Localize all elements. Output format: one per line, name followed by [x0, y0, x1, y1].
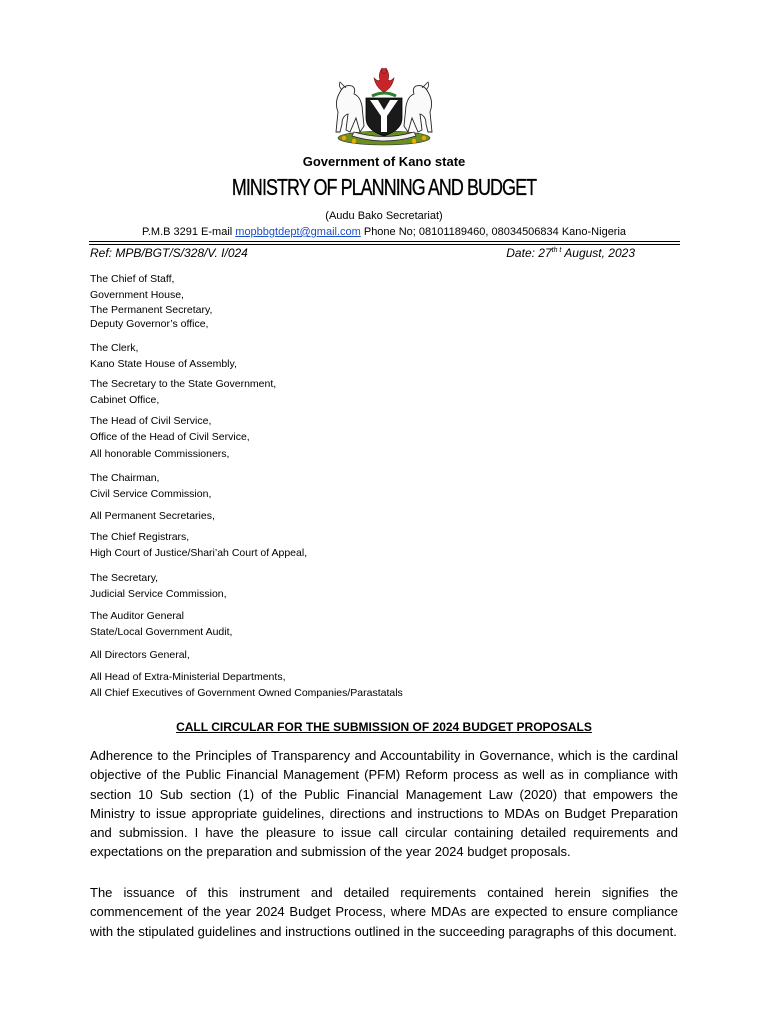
- addressee-line: The Permanent Secretary,: [90, 304, 213, 316]
- addressee-line: The Clerk,: [90, 342, 139, 354]
- addressee-line: High Court of Justice/Shari’ah Court of Appeal,: [90, 546, 308, 559]
- addressee-block: [90, 530, 307, 561]
- addressee-block: [90, 414, 250, 463]
- ministry-title: MINISTRY OF PLANNING AND BUDGET: [231, 174, 537, 200]
- addressee-block: [90, 648, 190, 664]
- contact-suffix: Phone No; 08101189460, 08034506834 Kano-Nigeria: [360, 226, 627, 238]
- government-title: Government of Kano state: [302, 154, 466, 169]
- addressee-line: The Chief Registrars,: [90, 531, 190, 543]
- date-prefix: Date: 27: [506, 246, 552, 260]
- addressee-line: Deputy Governor’s office,: [90, 317, 209, 330]
- addressee-block: [90, 571, 227, 602]
- addressee-line: Government House,: [90, 288, 184, 301]
- letterhead-divider: [89, 241, 680, 242]
- addressee-line: The Chief of Staff,: [90, 273, 175, 285]
- addressee-line: The Auditor General: [90, 610, 184, 622]
- addressee-line: All Chief Executives of Government Owned Companies/Parastatals: [90, 686, 403, 699]
- secretariat-subtitle: (Audu Bako Secretariat): [325, 210, 443, 222]
- addressee-line: Judicial Service Commission,: [90, 587, 227, 600]
- email-link[interactable]: mopbbgtdept@gmail.com: [235, 226, 361, 238]
- addressee-line: The Secretary to the State Government,: [90, 378, 277, 390]
- addressee-line: State/Local Government Audit,: [90, 625, 233, 638]
- addressee-block: [90, 670, 403, 701]
- addressee-block: [90, 341, 237, 372]
- date-suffix: August, 2023: [561, 246, 635, 260]
- addressee-line: All honorable Commissioners,: [90, 448, 230, 460]
- body-paragraph-2: The issuance of this instrument and detailed requirements contained herein signifies the commencement of the year 2024 Budget Process, where MDAs are expected to ensure compliance with the stipulated guidelines and instructions outlined in the succeeding paragraphs of this document.: [90, 885, 678, 939]
- letter-date: [506, 246, 635, 260]
- addressee-block: [90, 471, 211, 502]
- addressee-line: The Head of Civil Service,: [90, 415, 212, 427]
- addressee-line: The Secretary,: [90, 572, 159, 584]
- reference-number: Ref: MPB/BGT/S/328/V. I/024: [90, 246, 248, 260]
- letterhead-divider-secondary: [89, 244, 680, 245]
- addressee-block: [90, 609, 232, 640]
- addressee-line: Kano State House of Assembly,: [90, 357, 237, 370]
- coat-of-arms-icon: [322, 62, 446, 148]
- contact-line: [0, 226, 768, 238]
- body-paragraph-1: Adherence to the Principles of Transparency and Accountability in Governance, which is the cardinal objective of the Public Financial Management (PFM) Reform process as well as in compliance with section 10 Sub section (1) of the Public Financial Management Law (2020) that empowers the Ministry to issue appropriate guidelines, directions and instructions to MDAs on Budget Preparation and submission. I have the pleasure to issue call circular containing detailed requirements and expectations on the preparation and submission of the year 2024 budget proposals.: [90, 748, 678, 860]
- addressee-line: Civil Service Commission,: [90, 487, 212, 500]
- contact-prefix: P.M.B 3291 E-mail: [141, 226, 236, 238]
- addressee-line: All Head of Extra-Ministerial Departments,: [90, 671, 286, 683]
- addressee-line: All Directors General,: [90, 649, 190, 661]
- addressee-line: The Chairman,: [90, 472, 160, 484]
- date-superscript: th t: [551, 247, 562, 254]
- addressee-line: Cabinet Office,: [90, 393, 160, 406]
- addressee-line: All Permanent Secretaries,: [90, 510, 215, 522]
- addressee-block: [90, 272, 212, 332]
- circular-heading: CALL CIRCULAR FOR THE SUBMISSION OF 2024 BUDGET PROPOSALS: [176, 720, 592, 734]
- addressee-block: [90, 509, 215, 525]
- addressee-line: Office of the Head of Civil Service,: [90, 430, 250, 443]
- addressee-block: [90, 377, 276, 408]
